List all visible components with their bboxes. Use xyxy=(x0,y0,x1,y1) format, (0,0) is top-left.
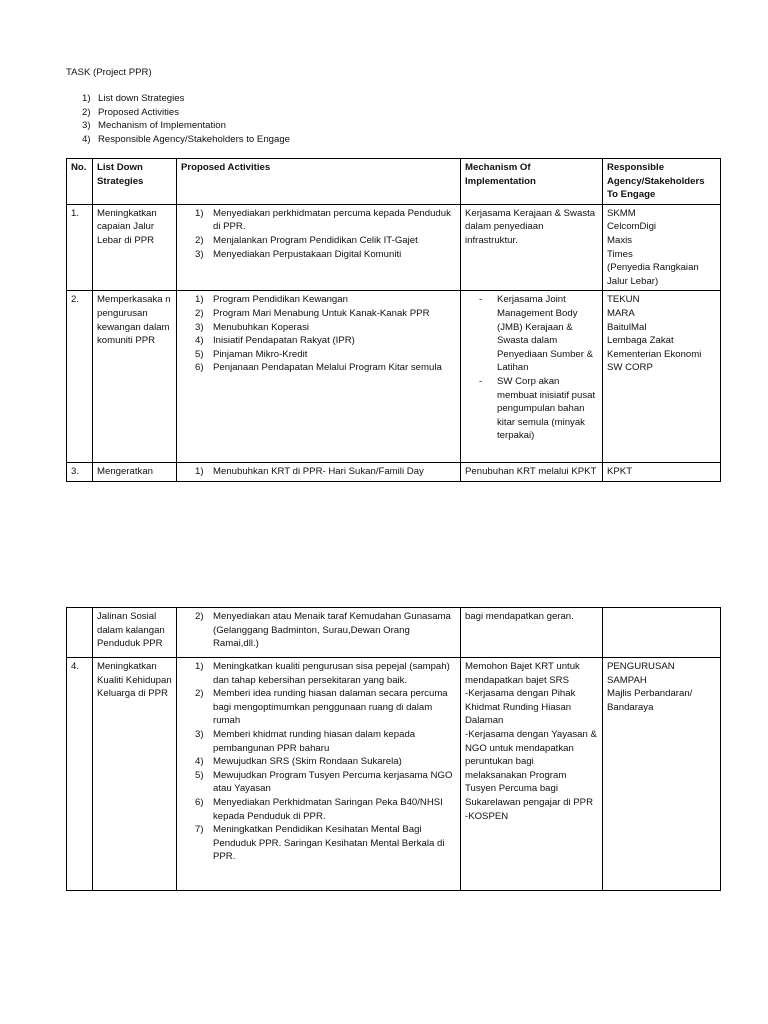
list-item: 3) Menyediakan Perpustakaan Digital Komuniti xyxy=(195,248,402,260)
list-item: 4) Responsible Agency/Stakeholders to Engage xyxy=(82,133,291,145)
header-activities: Proposed Activities xyxy=(177,159,461,205)
list-item: 3) Mechanism of Implementation xyxy=(82,120,226,132)
list-item: 5) Pinjaman Mikro-Kredit xyxy=(195,348,308,360)
table-row xyxy=(67,658,721,891)
table-row xyxy=(67,291,721,463)
mechanism-cell: Penubuhan KRT melalui KPKT xyxy=(461,463,603,482)
agency-cell: SKMM CelcomDigi Maxis Times (Penyedia Rangkaian Jalur Lebar) xyxy=(603,204,721,291)
header-mechanism: Mechanism Of Implementation xyxy=(461,159,603,205)
list-item: 3) Menubuhkan Koperasi xyxy=(195,321,310,333)
row-number: 2. xyxy=(67,291,93,463)
mechanism-cell xyxy=(461,291,603,463)
strategy-table-continued xyxy=(66,607,721,891)
row-number xyxy=(67,608,93,658)
list-item: 2) Memberi idea runding hiasan dalaman secara percuma bagi mengoptimumkan penggunaan ruang di dalam rumah xyxy=(195,688,448,727)
page-title: TASK (Project PPR) xyxy=(66,67,152,78)
list-item: 1) Menyediakan perkhidmatan percuma kepada Penduduk di PPR. xyxy=(195,207,451,233)
activities-cell xyxy=(177,608,461,658)
table-row xyxy=(67,608,721,658)
list-item: 2) Program Mari Menabung Untuk Kanak-Kanak PPR xyxy=(195,307,430,319)
row-number: 3. xyxy=(67,463,93,482)
table-row xyxy=(67,463,721,482)
strategy-cell: Meningkatkan capaian Jalur Lebar di PPR xyxy=(93,204,177,291)
list-item: 1) Program Pendidikan Kewangan xyxy=(195,294,348,306)
strategy-cell: Memperkasaka n pengurusan kewangan dalam komuniti PPR xyxy=(93,291,177,463)
list-item: 1) Meningkatkan kualiti pengurusan sisa pepejal (sampah) dan tahap kebersihan persekitaran yang baik. xyxy=(195,661,450,686)
list-item: 1) List down Strategies xyxy=(82,93,185,104)
strategy-table xyxy=(66,158,721,482)
agency-cell: TEKUN MARA BaitulMal Lembaga Zakat Kementerian Ekonomi SW CORP xyxy=(603,291,721,463)
mechanism-cell: Memohon Bajet KRT untuk mendapatkan bajet SRS -Kerjasama dengan Pihak Khidmat Runding Hiasan Dalaman -Kerjasama dengan Yayasan & NGO untuk mendapatkan peruntukan bagi melaksanakan Program Tusyen Percuma bagi Sukarelawan pengajar di PPR -KOSPEN xyxy=(461,658,603,891)
list-item: 4) Inisiatif Pendapatan Rakyat (IPR) xyxy=(195,335,355,347)
activities-cell xyxy=(177,291,461,463)
list-item: - Kerjasama Joint Management Body (JMB) Kerajaan & Swasta dalam Penyediaan Sumber & Latihan xyxy=(479,294,593,374)
table-header-row xyxy=(67,159,721,205)
list-item: 1) Menubuhkan KRT di PPR- Hari Sukan/Famili Day xyxy=(195,466,424,478)
list-item: 2) Menyediakan atau Menaik taraf Kemudahan Gunasama (Gelanggang Badminton, Surau,Dewan Orang Ramai,dll.) xyxy=(195,611,451,650)
strategy-cell: Mengeratkan xyxy=(93,463,177,482)
list-item: - SW Corp akan membuat inisiatif pusat pengumpulan bahan kitar semula (minyak terpakai) xyxy=(479,375,596,442)
agency-cell: PENGURUSAN SAMPAH Majlis Perbandaran/ Bandaraya xyxy=(603,658,721,891)
list-item: 5) Mewujudkan Program Tusyen Percuma kerjasama NGO atau Yayasan xyxy=(195,769,453,795)
header-no: No. xyxy=(67,159,93,205)
list-item: 2) Proposed Activities xyxy=(82,106,180,118)
list-item: 6) Penjanaan Pendapatan Melalui Program Kitar semula xyxy=(195,362,442,374)
list-item: 3) Memberi khidmat runding hiasan dalam kepada pembangunan PPR baharu xyxy=(195,728,416,754)
list-item: 2) Menjalankan Program Pendidikan Celik IT-Gajet xyxy=(195,234,418,246)
mechanism-cell: bagi mendapatkan geran. xyxy=(461,608,603,658)
activities-cell xyxy=(177,204,461,291)
mechanism-cell: Kerjasama Kerajaan & Swasta dalam penyediaan infrastruktur. xyxy=(461,204,603,291)
list-item: 4) Mewujudkan SRS (Skim Rondaan Sukarela) xyxy=(195,756,402,768)
activities-cell xyxy=(177,463,461,482)
list-item: 6) Menyediakan Perkhidmatan Saringan Peka B40/NHSI kepada Penduduk di PPR. xyxy=(195,796,443,822)
list-item: 7) Meningkatkan Pendidikan Kesihatan Mental Bagi Penduduk PPR. Saringan Kesihatan Mental Berkala di PPR. xyxy=(195,824,445,863)
agency-cell: KPKT xyxy=(603,463,721,482)
activities-cell xyxy=(177,658,461,891)
strategy-cell: Jalinan Sosial dalam kalangan Penduduk PPR xyxy=(93,608,177,658)
task-list xyxy=(82,92,290,146)
header-agency: Responsible Agency/Stakeholders To Engage xyxy=(603,159,721,205)
row-number: 1. xyxy=(67,204,93,291)
header-strategies: List Down Strategies xyxy=(93,159,177,205)
row-number: 4. xyxy=(67,658,93,891)
table-row xyxy=(67,204,721,291)
strategy-cell: Meningkatkan Kualiti Kehidupan Keluarga di PPR xyxy=(93,658,177,891)
agency-cell xyxy=(603,608,721,658)
